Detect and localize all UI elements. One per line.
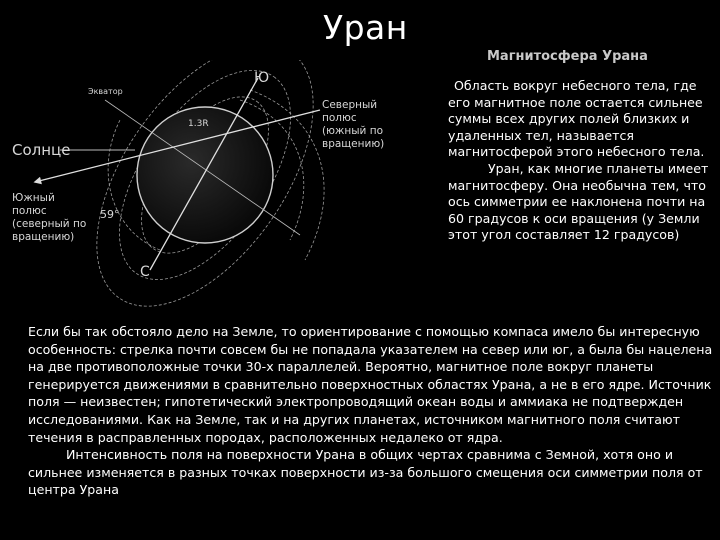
bottom-paragraph-2: Интенсивность поля на поверхности Урана в общих чертах сравнима с Земной, хотя оно и сильнее изменяется в разных точках поверхности из-за большого смещения оси симметрии поля от центра Урана [28,447,703,498]
svg-text:(северный по: (северный по [12,218,87,230]
right-paragraph-2: Уран, как многие планеты имеет магнитосферу. Она необычна тем, что ось симметрии ее наклонена почти на 60 градусов к оси вращения (у Земли этот угол составляет 12 градусов) [448,160,709,243]
label-north-pole [322,99,384,150]
svg-text:Южный: Южный [12,192,55,204]
svg-text:полюс: полюс [322,112,357,124]
label-south-pole [12,192,86,243]
label-equator: Экватор [88,87,123,96]
slide-subtitle: Магнитосфера Урана [487,49,648,64]
svg-text:Северный: Северный [322,99,378,111]
slide-title: Уран [323,8,408,47]
label-north-geo: Ю [254,70,270,86]
bottom-paragraph-1: Если бы так обстояло дело на Земле, то ориентирование с помощью компаса имело бы интересную особенность: стрелка почти совсем бы не попадала указателем на север или юг, а была бы нацелена на две противоположные точки 30-х параллелей. Вероятно, магнитное поле вокруг планеты генерируется движениями в сравнительно поверхностных областях Урана, а не в его ядре. Источник поля — неизвестен; гипотетический электропроводящий океан воды и аммиака не подтвержден исследованиями. Как на Земле, так и на других планетах, источником магнитного поля считают течения в расправленных породах, расположенных недалеко от ядра. [28,324,713,445]
svg-text:(южный по: (южный по [322,125,384,137]
label-1rr: 1.3R [188,119,209,129]
right-paragraph-1: Область вокруг небесного тела, где его магнитное поле остается сильнее суммы всех других полей близких и удаленных тел, называется магнитосферой этого небесного тела. [448,78,705,160]
svg-text:вращению): вращению) [322,138,385,150]
svg-text:вращению): вращению) [12,231,75,243]
label-angle: 59° [100,208,120,221]
bottom-text-block [28,323,714,499]
label-south-geo: С [140,264,150,280]
magnetosphere-diagram [0,60,440,320]
right-text-block [448,78,716,244]
svg-text:полюс: полюс [12,205,47,217]
label-sun: Солнце [12,141,71,159]
